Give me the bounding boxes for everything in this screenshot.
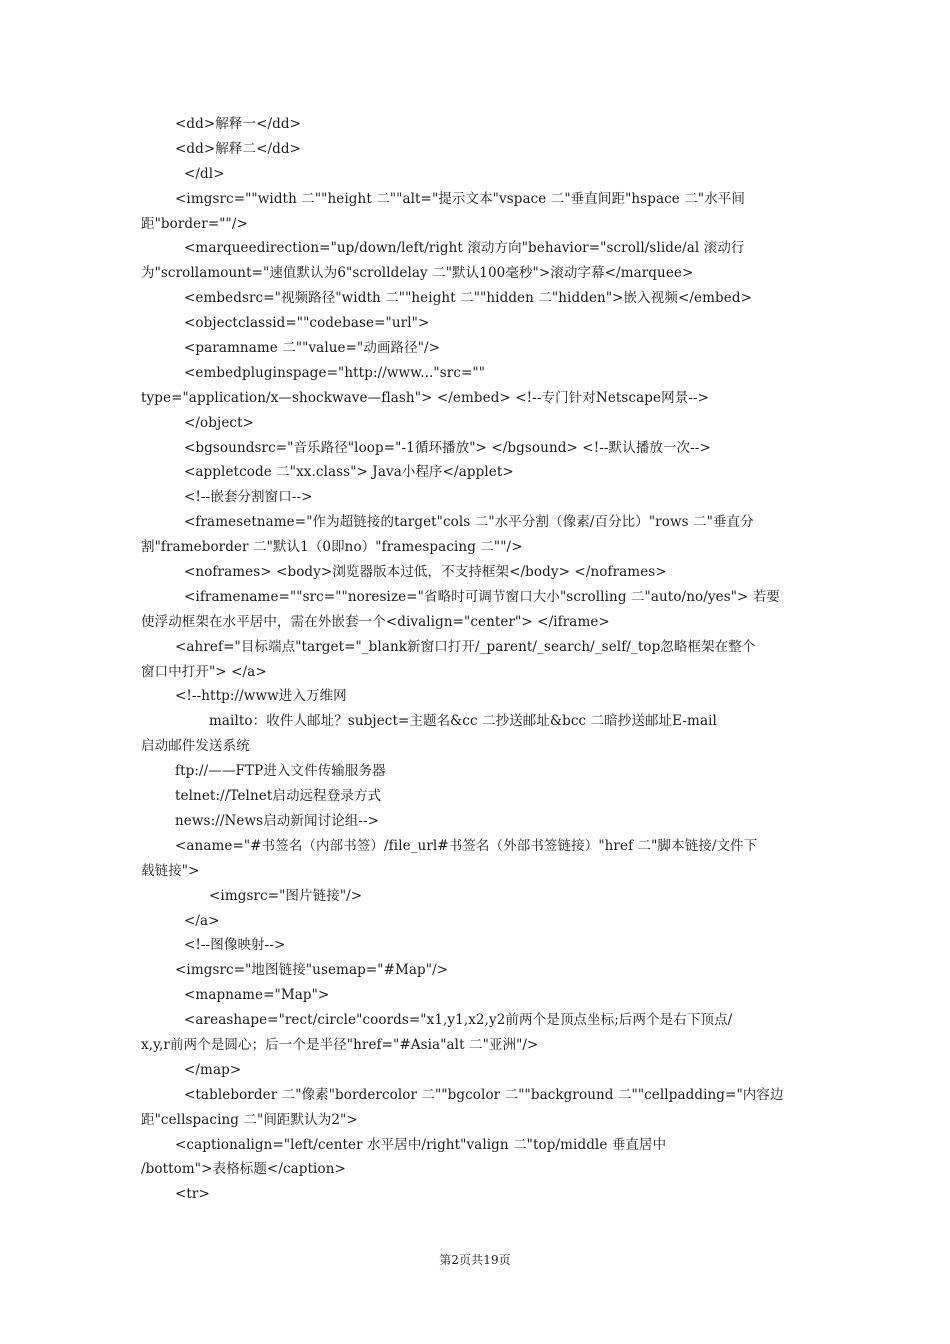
text-line: x,y,r前两个是圆心；后一个是半径"href="#Asia"alt 二"亚洲"/> bbox=[141, 1036, 539, 1053]
text-line: <imgsrc=""width 二""height 二""alt="提示文本"vspace 二"垂直间距"hspace 二"水平间 bbox=[175, 190, 745, 207]
text-line: <tableborder 二"像素"bordercolor 二""bgcolor 二""background 二""cellpadding="内容边 bbox=[184, 1086, 784, 1103]
text-line: <embedsrc="视频路径"width 二""height 二""hidden 二"hidden">嵌入视频</embed> bbox=[184, 290, 752, 307]
text-line: <ahref="目标端点"target="_blank新窗口打开/_parent/_search/_self/_top忽略框架在整个 bbox=[175, 638, 756, 655]
text-line: <appletcode 二"xx.class"> Java小程序</applet> bbox=[184, 464, 514, 481]
text-line: 距"border=""/> bbox=[141, 215, 248, 232]
text-line: 载链接"> bbox=[141, 862, 200, 879]
text-line: <mapname="Map"> bbox=[184, 987, 330, 1004]
text-line: 窗口中打开"> </a> bbox=[141, 663, 267, 680]
text-line: <!--图像映射--> bbox=[184, 937, 286, 954]
text-line: </object> bbox=[184, 414, 255, 431]
text-line: <iframename=""src=""noresize="省略时可调节窗口大小"scrolling 二"auto/no/yes"> 若要 bbox=[184, 588, 781, 605]
text-line: <!--嵌套分割窗口--> bbox=[184, 489, 313, 506]
text-line: <imgsrc="图片链接"/> bbox=[209, 887, 363, 904]
text-line: <dd>解释一</dd> bbox=[175, 116, 302, 132]
text-line: mailto：收件人邮址？subject=主题名&cc 二抄送邮址&bcc 二暗抄送邮址E-mail bbox=[209, 713, 717, 730]
text-line: 为"scrollamount="速值默认为6"scrolldelay 二"默认100毫秒">滚动字幕</marquee> bbox=[141, 265, 694, 282]
text-line: telnet://Telnet启动远程登录方式 bbox=[175, 788, 382, 805]
document-body bbox=[141, 112, 841, 1207]
text-line: <framesetname="作为超链接的target"cols 二"水平分割（像素/百分比）"rows 二"垂直分 bbox=[184, 514, 754, 531]
text-line: ftp://——FTP进入文件传输服务器 bbox=[175, 763, 386, 780]
text-line: 使浮动框架在水平居中，需在外嵌套一个<divalign="center"> </iframe> bbox=[141, 613, 610, 630]
text-line: /bottom">表格标题</caption> bbox=[141, 1161, 346, 1178]
text-line: </dl> bbox=[184, 165, 225, 182]
text-line: <areashape="rect/circle"coords="x1,y1,x2,y2前两个是顶点坐标;后两个是右下顶点/ bbox=[184, 1012, 733, 1029]
text-line: <imgsrc="地图链接"usemap="#Map"/> bbox=[175, 962, 449, 979]
text-line: <dd>解释二</dd> bbox=[175, 140, 302, 157]
text-line: 启动邮件发送系统 bbox=[141, 738, 250, 755]
text-line: news://News启动新闻讨论组--> bbox=[175, 812, 380, 829]
text-line: type="application/x—shockwave—flash"> </embed> <!--专门针对Netscape网景--> bbox=[141, 389, 710, 406]
text-line: <noframes> <body>浏览器版本过低，不支持框架</body> </noframes> bbox=[184, 564, 667, 581]
text-line: <embedpluginspage="http://www..."src="" bbox=[184, 364, 486, 381]
text-line: <objectclassid=""codebase="url"> bbox=[184, 315, 430, 332]
text-line: 距"cellspacing 二"间距默认为2"> bbox=[141, 1111, 358, 1128]
text-line: </map> bbox=[184, 1061, 242, 1078]
text-line: <marqueedirection="up/down/left/right 滚动方向"behavior="scroll/slide/al 滚动行 bbox=[184, 240, 745, 257]
text-line: 割"frameborder 二"默认1（0即no）"framespacing 二""/> bbox=[141, 539, 523, 556]
text-line: <captionalign="left/center 水平居中/right"valign 二"top/middle 垂直居中 bbox=[175, 1136, 667, 1153]
text-line: </a> bbox=[184, 912, 220, 929]
text-line: <!--http://www进入万维网 bbox=[175, 688, 347, 705]
text-line: <tr> bbox=[175, 1186, 210, 1203]
text-line: <aname="#书签名（内部书签）/file_url#书签名（外部书签链接）"href 二"脚本链接/文件下 bbox=[175, 837, 758, 854]
text-line: <paramname 二""value="动画路径"/> bbox=[184, 340, 441, 357]
page-footer: 第2页共19页 bbox=[439, 1253, 511, 1267]
text-line: <bgsoundsrc="音乐路径"loop="-1循环播放"> </bgsound> <!--默认播放一次--> bbox=[184, 439, 711, 456]
